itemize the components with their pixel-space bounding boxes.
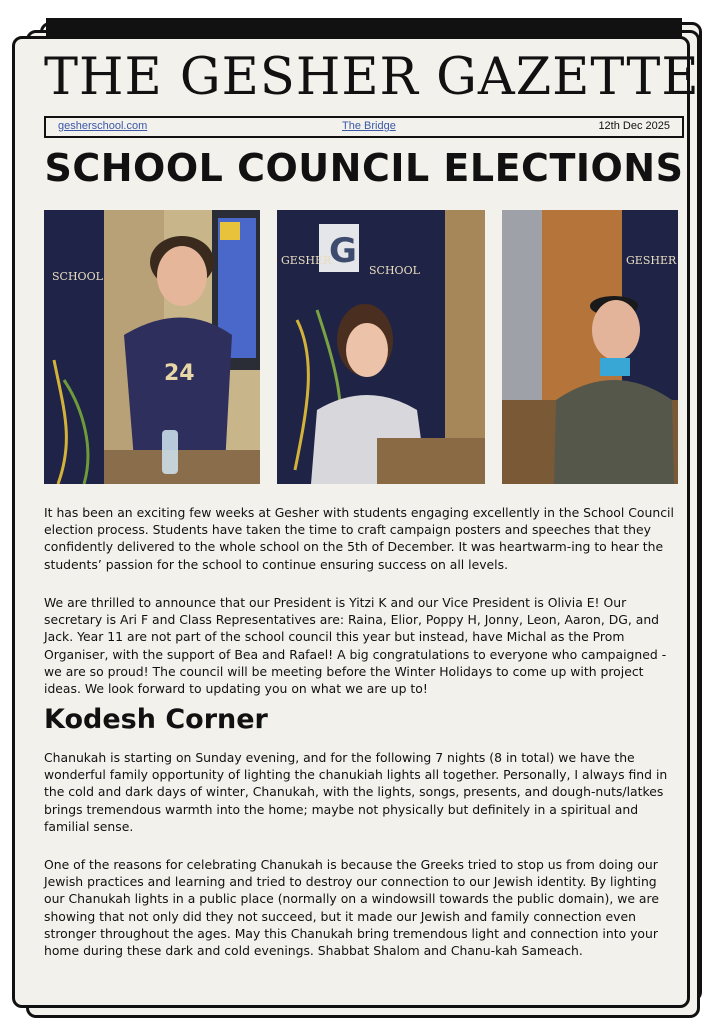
issue-date: 12th Dec 2025	[598, 120, 670, 132]
photo-boy-with-kippah	[502, 210, 678, 484]
masthead-title: THE GESHER GAZETTE	[44, 48, 700, 107]
kodesh-corner-heading: Kodesh Corner	[44, 704, 268, 735]
headline: SCHOOL COUNCIL ELECTIONS	[44, 146, 684, 190]
photo-boy-speaking	[44, 210, 260, 484]
photo-girl-speaking	[277, 210, 485, 484]
top-black-bar	[46, 18, 682, 38]
section-link[interactable]: The Bridge	[342, 120, 396, 132]
svg-text:G: G	[329, 231, 357, 271]
photo1-banner-text: SCHOOL	[52, 270, 103, 283]
masthead-info-bar	[44, 116, 684, 138]
photo2-banner-left: GESHER	[281, 254, 332, 267]
photo1-shirt-number: 24	[164, 361, 195, 386]
kodesh-paragraph-1: Chanukah is starting on Sunday evening, and for the following 7 nights (8 in total) we have the wonderful family opportunity of lighting the chanukiah lights all together. Personally, I always find in the cold and dark days of winter, Chanukah, with the lights, songs, presents, and dough-nuts/latkes brings tremendous warmth into the home; maybe not physically but definitely in a spiritual and familial sense.	[44, 750, 668, 834]
article-paragraph-1: It has been an exciting few weeks at Gesher with students engaging excellently in the School Council election process. Students have taken the time to craft campaign posters and speeches that they confidently delivered to the whole school on the 5th of December. It was heartwarm-ing to hear the students’ passion for the school to continue ensuring success on all levels.	[44, 505, 674, 572]
website-link[interactable]: gesherschool.com	[58, 120, 148, 132]
photo3-banner-text: GESHER	[626, 254, 677, 267]
photo2-banner-right: SCHOOL	[369, 264, 420, 277]
kodesh-paragraph-2: One of the reasons for celebrating Chanukah is because the Greeks tried to stop us from doing our Jewish practices and learning and tried to destroy our connection to our Jewish identity. By lighting our Chanukah lights in a public place (normally on a windowsill towards the public domain), we are showing that not only did they not succeed, but it made our Jewish and family connection even stronger throughout the ages. May this Chanukah bring tremendous light and connection into your home during these dark and cold evenings. Shabbat Shalom and Chanu-kah Sameach.	[44, 857, 659, 959]
article-paragraph-2: We are thrilled to announce that our President is Yitzi K and our Vice President is Olivia E! Our secretary is Ari F and Class Representatives are: Raina, Elior, Poppy H, Jonny, Leon, Aaron, DG, and Jack. Year 11 are not part of the school council this year but instead, have Michal as the Prom Organiser, with the support of Bea and Rafael! A big congratulations to everyone who campaigned - we are so proud! The council will be meeting before the Winter Holidays to come up with project ideas. We look forward to updating you on what we are up to!	[44, 595, 667, 697]
